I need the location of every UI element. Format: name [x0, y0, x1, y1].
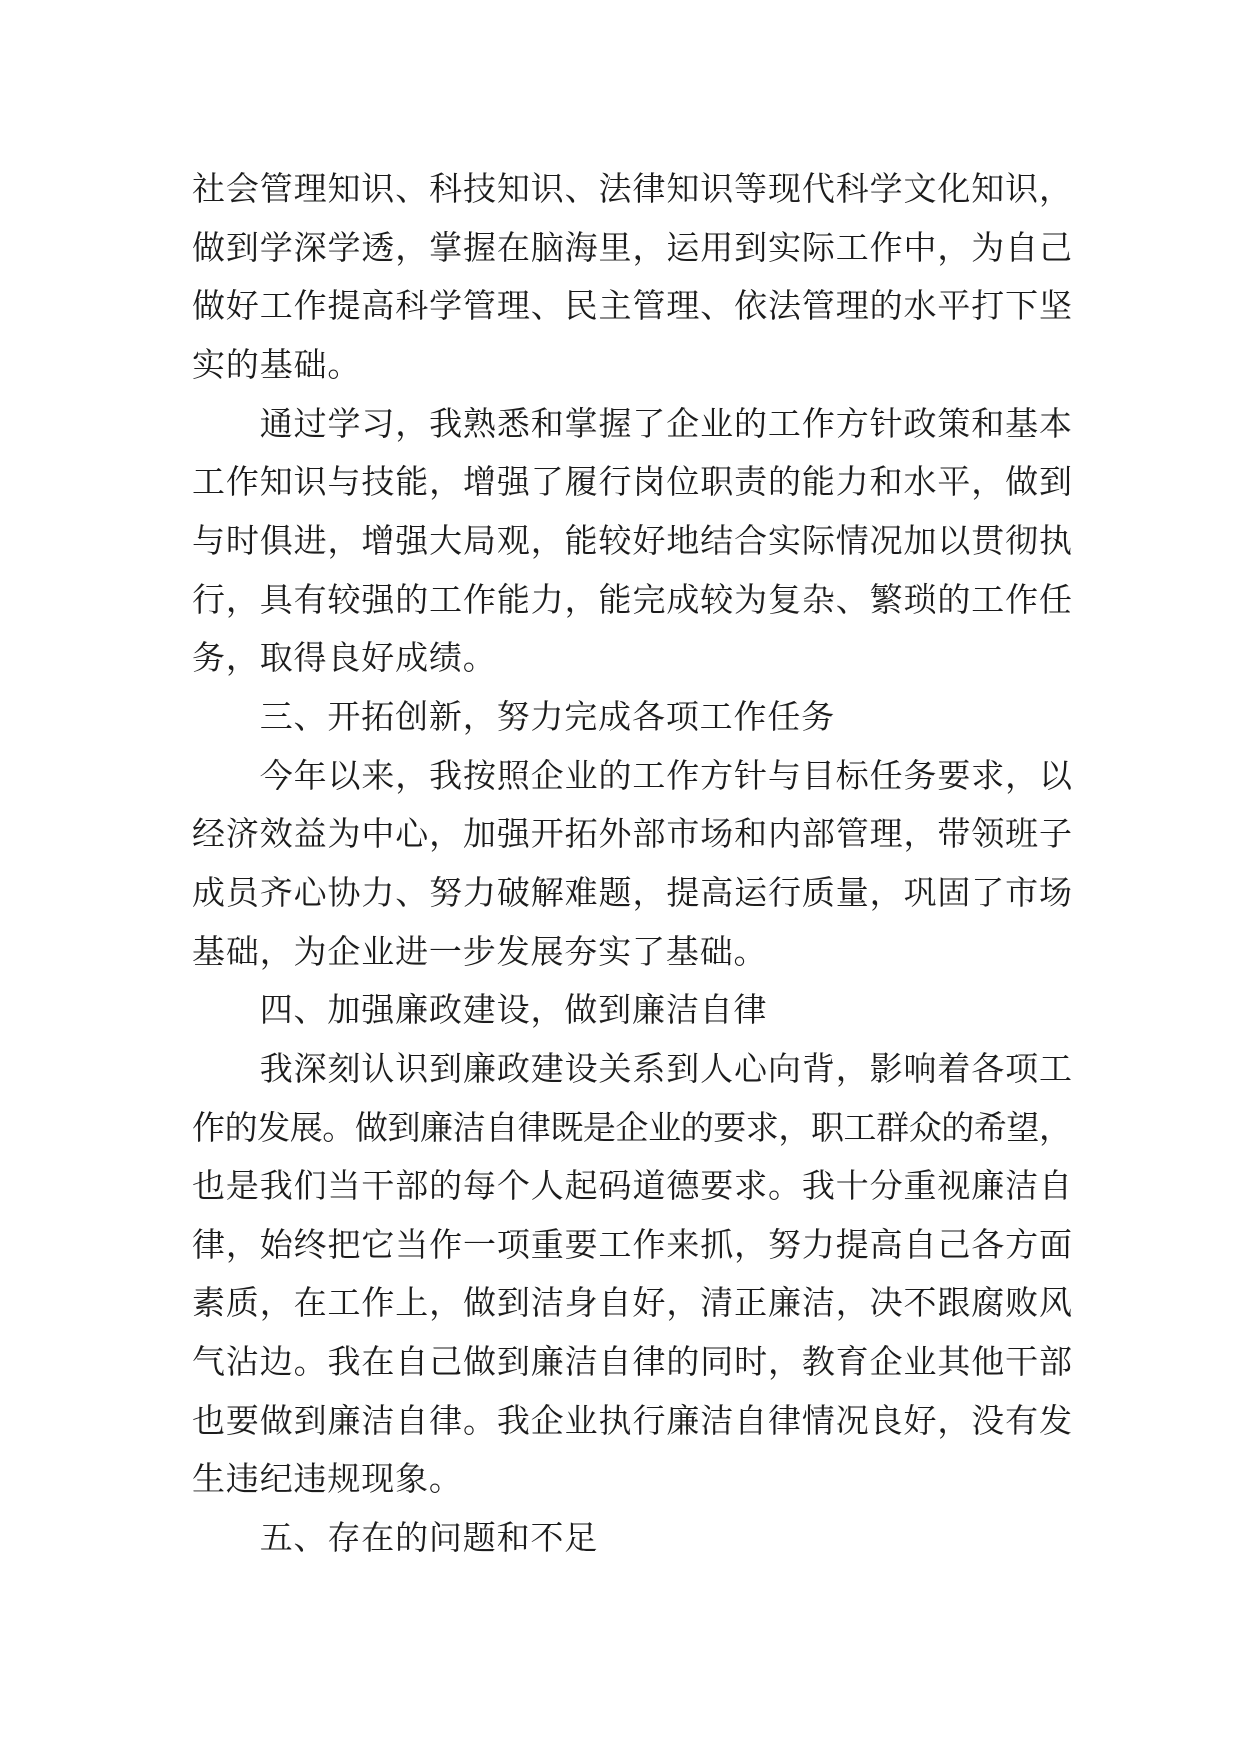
- text-line: 生违纪违规现象。: [192, 1459, 463, 1499]
- text-line: 我深刻认识到廉政建设关系到人心向背，影响着各项工: [259, 1048, 1073, 1088]
- paragraph: [192, 395, 1072, 688]
- text-line: 与时俱进，增强大局观，能较好地结合实际情况加以贯彻执: [192, 520, 1073, 560]
- section-heading-text: 四、加强廉政建设，做到廉洁自律: [259, 990, 768, 1030]
- section-heading: [192, 688, 1072, 747]
- text-line: 成员齐心协力、努力破解难题，提高运行质量，巩固了市场: [192, 872, 1073, 912]
- document-body: [192, 160, 1072, 1568]
- text-line: 做好工作提高科学管理、民主管理、依法管理的水平打下坚: [192, 286, 1073, 326]
- text-line: 工作知识与技能，增强了履行岗位职责的能力和水平，做到: [192, 462, 1073, 502]
- text-line: 实的基础。: [192, 344, 362, 384]
- section-heading: [192, 981, 1072, 1040]
- text-line: 做到学深学透，掌握在脑海里，运用到实际工作中，为自己: [192, 227, 1073, 267]
- text-line: 基础，为企业进一步发展夯实了基础。: [192, 931, 768, 971]
- paragraph: [192, 747, 1072, 982]
- text-line: 今年以来，我按照企业的工作方针与目标任务要求，以: [259, 755, 1073, 795]
- text-line: 也要做到廉洁自律。我企业执行廉洁自律情况良好，没有发: [192, 1400, 1073, 1440]
- section-heading-text: 五、存在的问题和不足: [259, 1518, 599, 1558]
- text-line: 气沾边。我在自己做到廉洁自律的同时，教育企业其他干部: [192, 1342, 1073, 1382]
- section-heading: [192, 1509, 1072, 1568]
- paragraph: [192, 1040, 1072, 1509]
- text-line: 社会管理知识、科技知识、法律知识等现代科学文化知识，: [192, 169, 1073, 208]
- text-line: 素质，在工作上，做到洁身自好，清正廉洁，决不跟腐败风: [192, 1283, 1073, 1323]
- text-line: 作的发展。做到廉洁自律既是企业的要求，职工群众的希望，: [192, 1107, 1072, 1147]
- text-line: 行，具有较强的工作能力，能完成较为复杂、繁琐的工作任: [192, 579, 1073, 619]
- text-line: 经济效益为中心，加强开拓外部市场和内部管理，带领班子: [192, 814, 1073, 854]
- text-line: 务，取得良好成绩。: [192, 638, 497, 678]
- text-line: 律，始终把它当作一项重要工作来抓，努力提高自己各方面: [192, 1224, 1073, 1264]
- text-line: 通过学习，我熟悉和掌握了企业的工作方针政策和基本: [259, 403, 1073, 443]
- paragraph: [192, 160, 1072, 395]
- text-line: 也是我们当干部的每个人起码道德要求。我十分重视廉洁自: [192, 1166, 1073, 1206]
- section-heading-text: 三、开拓创新，努力完成各项工作任务: [259, 696, 836, 736]
